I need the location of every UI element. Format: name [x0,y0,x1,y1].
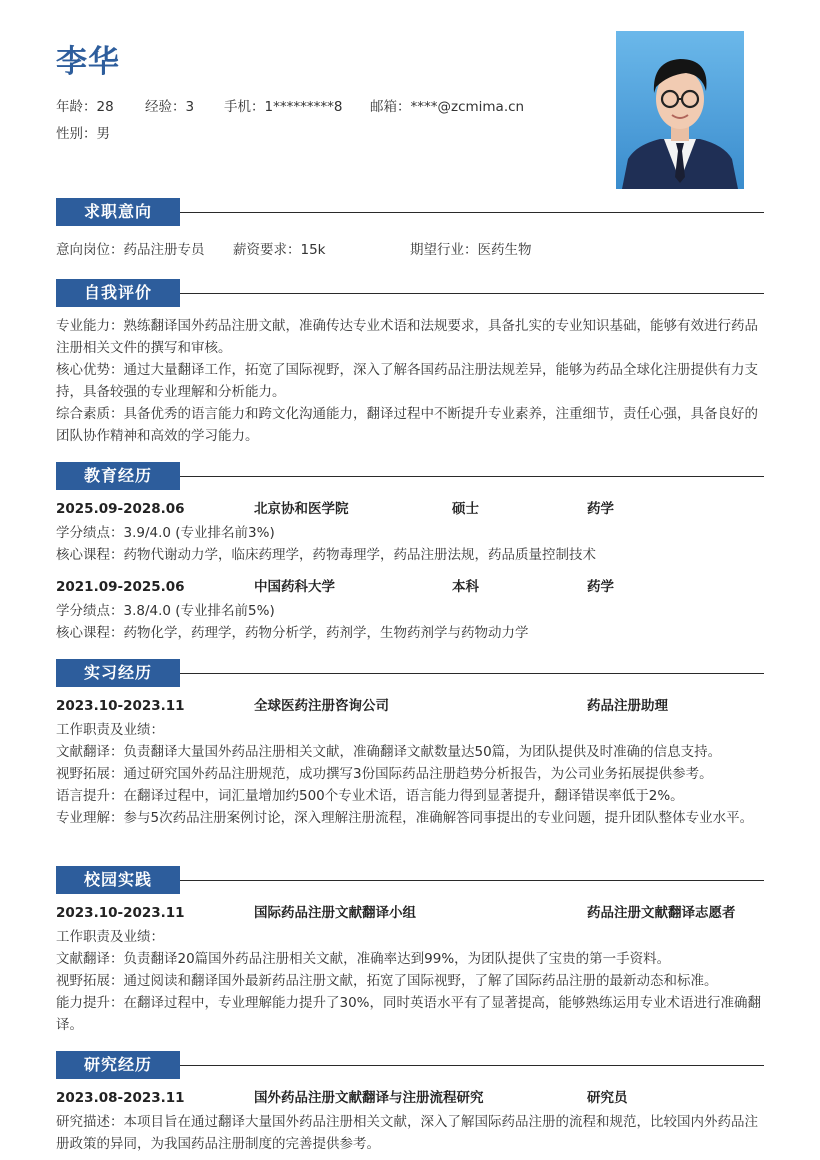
age: 年龄：28 [56,99,114,115]
edu-gpa: 学分绩点：3.8/4.0 (专业排名前5%) [56,603,275,619]
section-divider [180,1065,764,1066]
campus-bullet: 视野拓展：通过阅读和翻译国外最新药品注册文献，拓宽了国际视野，了解了国际药品注册的最新动态和标准。 [56,973,718,989]
campus-org: 国际药品注册文献翻译小组 [254,905,416,921]
intent-position: 意向岗位：药品注册专员 [56,242,205,258]
section-title: 自我评价 [56,279,180,307]
section-divider [180,673,764,674]
edu-gpa: 学分绩点：3.9/4.0 (专业排名前3%) [56,525,275,541]
candidate-name: 李华 [56,44,120,80]
campus-bullet: 能力提升：在翻译过程中，专业理解能力提升了30%，同时英语水平有了显著提高，能够熟练运用专业术语进行准确翻译。 [56,995,762,1033]
person-photo-icon [616,31,744,189]
section-header [56,1051,764,1079]
research-project: 国外药品注册文献翻译与注册流程研究 [254,1090,484,1106]
section-education [56,462,764,490]
section-header [56,866,764,894]
section-divider [180,476,764,477]
campus-date: 2023.10-2023.11 [56,905,185,921]
edu-school: 中国药科大学 [254,579,335,595]
section-header [56,198,764,226]
profile-photo [616,31,744,189]
edu-degree: 硕士 [452,501,479,517]
intern-bullet: 专业理解：参与5次药品注册案例讨论，深入理解注册流程，准确解答同事提出的专业问题，提升团队整体专业水平。 [56,810,754,826]
section-job-intent [56,198,764,226]
intern-company: 全球医药注册咨询公司 [254,698,389,714]
section-internship [56,659,764,687]
intern-bullet: 视野拓展：通过研究国外药品注册规范，成功撰写3份国际药品注册趋势分析报告，为公司业务拓展提供参考。 [56,766,713,782]
section-divider [180,880,764,881]
research-date: 2023.08-2023.11 [56,1090,185,1106]
phone: 手机：1*********8 [224,99,343,115]
intern-bullet: 语言提升：在翻译过程中，词汇量增加约500个专业术语，语言能力得到显著提升，翻译错误率低于2%。 [56,788,684,804]
section-divider [180,293,764,294]
edu-degree: 本科 [452,579,479,595]
intern-bullet: 文献翻译：负责翻译大量国外药品注册相关文献，准确翻译文献数量达50篇，为团队提供及时准确的信息支持。 [56,744,722,760]
self-eval-paragraph: 核心优势：通过大量翻译工作，拓宽了国际视野，深入了解各国药品注册法规差异，能够为药品全球化注册提供有力支持，具备较强的专业理解和分析能力。 [56,362,758,400]
section-header [56,279,764,307]
intern-role: 药品注册助理 [587,698,668,714]
section-title: 研究经历 [56,1051,180,1079]
section-title: 求职意向 [56,198,180,226]
section-title: 教育经历 [56,462,180,490]
intern-date: 2023.10-2023.11 [56,698,185,714]
section-divider [180,212,764,213]
intern-intro: 工作职责及业绩： [56,722,164,738]
intent-industry: 期望行业：医药生物 [410,242,532,258]
section-header [56,462,764,490]
campus-bullet: 文献翻译：负责翻译20篇国外药品注册相关文献，准确率达到99%，为团队提供了宝贵的第一手资料。 [56,951,671,967]
edu-date: 2021.09-2025.06 [56,579,185,595]
section-self-evaluation [56,279,764,307]
self-eval-paragraph: 综合素质：具备优秀的语言能力和跨文化沟通能力，翻译过程中不断提升专业素养，注重细节，责任心强，具备良好的团队协作精神和高效的学习能力。 [56,406,758,444]
campus-intro: 工作职责及业绩： [56,929,164,945]
self-eval-paragraph: 专业能力：熟练翻译国外药品注册文献，准确传达专业术语和法规要求，具备扎实的专业知识基础，能够有效进行药品注册相关文件的撰写和审核。 [56,318,758,356]
email: 邮箱：****@zcmima.cn [370,99,525,115]
gender: 性别：男 [56,126,110,142]
section-research [56,1051,764,1079]
edu-courses: 核心课程：药物化学，药理学，药物分析学，药剂学，生物药剂学与药物动力学 [56,625,529,641]
section-title: 校园实践 [56,866,180,894]
section-header [56,659,764,687]
section-campus [56,866,764,894]
edu-major: 药学 [587,579,614,595]
experience: 经验：3 [145,99,195,115]
research-role: 研究员 [587,1090,628,1106]
research-description: 研究描述：本项目旨在通过翻译大量国外药品注册相关文献，深入了解国际药品注册的流程和规范，比较国内外药品注册政策的异同，为我国药品注册制度的完善提供参考。 [56,1114,758,1152]
intent-salary: 薪资要求：15k [233,242,326,258]
edu-major: 药学 [587,501,614,517]
edu-school: 北京协和医学院 [254,501,349,517]
edu-date: 2025.09-2028.06 [56,501,185,517]
section-title: 实习经历 [56,659,180,687]
campus-role: 药品注册文献翻译志愿者 [587,905,736,921]
edu-courses: 核心课程：药物代谢动力学，临床药理学，药物毒理学，药品注册法规，药品质量控制技术 [56,547,596,563]
